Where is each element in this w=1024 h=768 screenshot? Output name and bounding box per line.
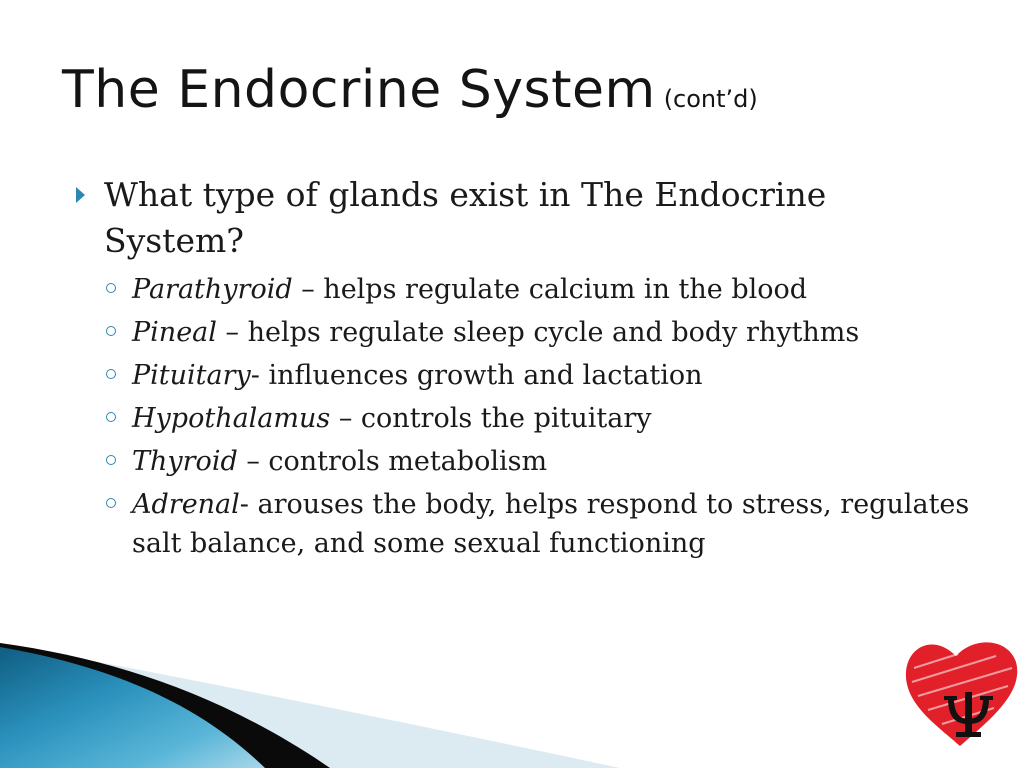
gland-description: – controls metabolism <box>237 446 548 477</box>
gland-item-adrenal <box>106 485 974 563</box>
gland-term: Parathyroid <box>132 274 293 305</box>
gland-term: Pituitary <box>132 360 251 391</box>
ring-bullet-icon <box>106 283 116 293</box>
gland-item-hypothalamus <box>106 399 974 438</box>
slide-title <box>62 52 758 137</box>
ring-bullet-icon <box>106 369 116 379</box>
ring-bullet-icon <box>106 455 116 465</box>
gland-term: Adrenal <box>132 489 240 520</box>
gland-term: Pineal <box>132 317 217 348</box>
ring-bullet-icon <box>106 412 116 422</box>
gland-description: - influences growth and lactation <box>250 360 703 391</box>
gland-term: Hypothalamus <box>132 403 331 434</box>
gland-term: Thyroid <box>132 446 238 477</box>
gland-description: – controls the pituitary <box>330 403 652 434</box>
gland-description: – helps regulate calcium in the blood <box>292 274 808 305</box>
slide-content <box>74 172 974 567</box>
ring-bullet-icon <box>106 326 116 336</box>
gland-description: – helps regulate sleep cycle and body rhythms <box>216 317 860 348</box>
gland-item-pineal <box>106 313 974 352</box>
heart-psi-logo <box>900 634 1022 750</box>
triangle-bullet-icon <box>76 187 85 203</box>
main-bullet <box>74 172 974 264</box>
main-bullet-text: What type of glands exist in The Endocrine System? <box>104 175 827 260</box>
gland-list <box>74 270 974 563</box>
slide-title-text: The Endocrine System <box>62 60 656 120</box>
slide-title-suffix: (cont’d) <box>663 85 758 113</box>
gland-item-pituitary <box>106 356 974 395</box>
gland-description: - arouses the body, helps respond to stress, regulates salt balance, and some sexual functioning <box>132 489 970 559</box>
gland-item-thyroid <box>106 442 974 481</box>
wave-decoration <box>0 643 620 768</box>
gland-item-parathyroid <box>106 270 974 309</box>
ring-bullet-icon <box>106 498 116 508</box>
